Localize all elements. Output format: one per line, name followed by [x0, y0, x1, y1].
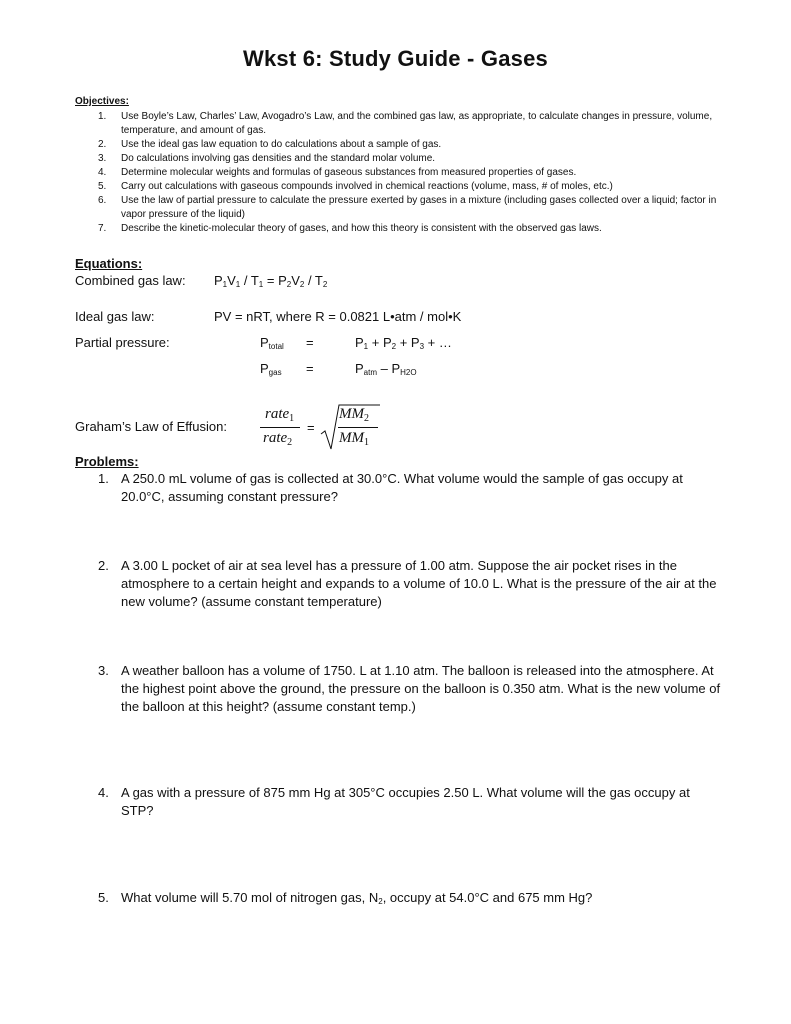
- problems-heading: Problems:: [75, 454, 139, 469]
- objective-text: Describe the kinetic-molecular theory of gases, and how this theory is consistent with the observed gas laws.: [121, 223, 602, 234]
- problem-text-end: , occupy at 54.0°C and 675 mm Hg?: [382, 890, 593, 905]
- problem-item: [0, 557, 791, 611]
- objective-text: Do calculations involving gas densities and the standard molar volume.: [121, 153, 436, 164]
- objective-number: 4.: [98, 167, 107, 178]
- grahams-law-label: Graham’s Law of Effusion:: [75, 419, 227, 434]
- objective-number: 1.: [98, 111, 107, 122]
- ideal-gas-law-label: Ideal gas law:: [75, 309, 155, 324]
- rate2-denominator: rate$_2$: [263, 430, 293, 448]
- problem-number: 2.: [98, 558, 109, 573]
- problem-number: 5.: [98, 890, 109, 905]
- p-total-symbol: $P_{total}$: [260, 335, 284, 351]
- objective-item: [0, 180, 721, 194]
- problem-text: A gas with a pressure of 875 mm Hg at 305°C occupies 2.50 L. What volume will the gas occupy at STP?: [121, 785, 690, 818]
- ideal-gas-law-formula: PV = nRT, where R = 0.0821 L•atm / mol•K: [214, 309, 462, 324]
- objective-item: [0, 166, 721, 180]
- page-title: Wkst 6: Study Guide - Gases: [243, 46, 548, 71]
- objective-text: Carry out calculations with gaseous compounds involved in chemical reactions (volume, mass, # of moles, etc.): [121, 181, 613, 192]
- combined-gas-law-label: Combined gas law:: [75, 273, 186, 288]
- problem-text: What volume will 5.70 mol of nitrogen gas, $N_2$, occupy at 54.0°C and 675 mm Hg?: [121, 890, 593, 906]
- objective-number: 5.: [98, 181, 107, 192]
- partial-pressure-sum: $P_1 + P_2 + P_3$ + …: [355, 335, 452, 351]
- problem-item: [0, 662, 791, 716]
- gas-equals-sign: =: [306, 361, 314, 376]
- p-gas-formula: $P_{atm} - P_{H2O}$: [355, 361, 417, 377]
- problem-number: 4.: [98, 785, 109, 800]
- graham-equals-sign: =: [307, 420, 315, 435]
- objective-text: Use the law of partial pressure to calculate the pressure exerted by gases in a mixture (including gases collected over a liquid; factor in vapor pressure of the liquid): [121, 195, 717, 220]
- problem-number: 1.: [98, 471, 109, 486]
- objective-text: Use Boyle’s Law, Charles’ Law, Avogadro’s Law, and the combined gas law, as appropriate, to calculate changes in pressure, volume, temperature, and amount of gas.: [121, 111, 713, 136]
- problem-number: 3.: [98, 663, 109, 678]
- objective-item: [0, 138, 721, 152]
- objective-item: [0, 222, 721, 236]
- molar-mass-fraction-bar: [338, 427, 378, 428]
- problem-text: A weather balloon has a volume of 1750. L at 1.10 atm. The balloon is released into the atmosphere. At the highest point above the ground, the pressure on the balloon is 0.350 atm. What is the new volume of the balloon at this height? (assume constant temp.): [121, 663, 721, 714]
- objective-text: Determine molecular weights and formulas of gaseous substances from measured properties of gases.: [121, 167, 577, 178]
- rate1-numerator: rate$_1$: [265, 406, 295, 424]
- rate-fraction: [260, 402, 310, 452]
- partial-pressure-label: Partial pressure:: [75, 335, 170, 350]
- objective-number: 7.: [98, 223, 107, 234]
- objective-item: [0, 110, 721, 138]
- mm2-numerator: $MM_2$: [339, 406, 369, 424]
- partial-equals-sign: =: [306, 335, 314, 350]
- objectives-list: [0, 110, 791, 236]
- objective-number: 3.: [98, 153, 107, 164]
- problem-item: [0, 470, 791, 506]
- p-gas-symbol: $P_{gas}$: [260, 361, 282, 377]
- molar-mass-fraction: [338, 402, 382, 452]
- objective-number: 6.: [98, 195, 107, 206]
- partial-ellipsis: + …: [427, 335, 452, 350]
- problem-text: A 3.00 L pocket of air at sea level has a pressure of 1.00 atm. Suppose the air pocket rises in the atmosphere to a certain height and expands to a volume of 10.0 L. What is the pressure of the air at the new volume? (assume constant temperature): [121, 558, 717, 609]
- objective-item: [0, 194, 721, 222]
- combined-gas-law-formula: $P_1V_1 / T_1 = P_2V_2 / T_2$: [214, 273, 328, 289]
- problem-item: [0, 784, 791, 820]
- problem-text-start: What volume will 5.70 mol of nitrogen gas, N: [121, 890, 379, 905]
- objective-text: Use the ideal gas law equation to do calculations about a sample of gas.: [121, 139, 442, 150]
- problem-text: A 250.0 mL volume of gas is collected at 30.0°C. What volume would the sample of gas occupy at 20.0°C, assuming constant pressure?: [121, 471, 683, 504]
- objectives-heading: Objectives:: [75, 96, 129, 107]
- problem-item: [0, 889, 791, 907]
- objective-item: [0, 152, 721, 166]
- equations-heading: Equations:: [75, 256, 143, 271]
- mm1-denominator: $MM_1$: [339, 430, 369, 448]
- objective-number: 2.: [98, 139, 107, 150]
- rate-fraction-bar: [260, 427, 300, 428]
